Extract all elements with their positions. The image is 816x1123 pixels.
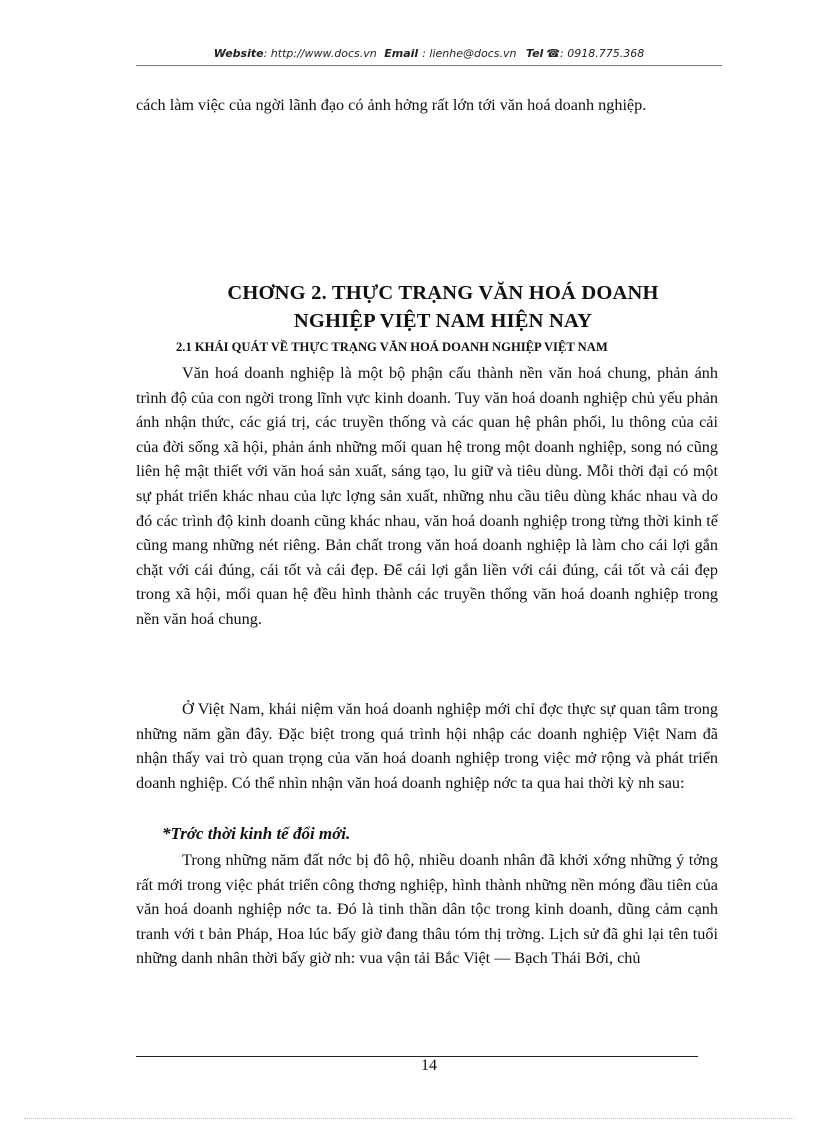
- chapter-title-line1: CHƠNG 2. THỰC TRẠNG VĂN HOÁ DOANH: [227, 282, 659, 304]
- tel-label: Tel: [525, 47, 544, 60]
- body-paragraph-2: Ở Việt Nam, khái niệm văn hoá doanh nghiệp mới chỉ đợc thực sự quan tâm trong những năm gần đây. Đặc biệt trong quá trình hội nhập các doanh nghiệp Việt Nam đã nhận thấy vai trò quan trọng của văn hoá doanh nghiệp trong việc mở rộng và phát triển doanh nghiệp. Có thể nhìn nhận văn hoá doanh nghiệp nớc ta qua hai thời kỳ nh sau:: [136, 700, 718, 792]
- body-paragraph-1: Văn hoá doanh nghiệp là một bộ phận cấu thành nền văn hoá chung, phản ánh trình độ của con ngời trong lĩnh vực kinh doanh. Tuy văn hoá doanh nghiệp chủ yếu phản ánh nhận thức, các giá trị, các truyền thống và các quan hệ phân phối, lu thông của cải của đời sống xã hội, phản ánh những mối quan hệ trong một doanh nghiệp, song nó cũng liên hệ mật thiết với văn hoá sản xuất, sáng tạo, lu giữ và tiêu dùng. Mỗi thời đại có một sự phát triển khác nhau của lực lợng sản xuất, những nhu cầu tiêu dùng khác nhau và do đó các trình độ kinh doanh cũng khác nhau, văn hoá doanh nghiệp trong từng thời kinh tế cũng mang những nét riêng. Bản chất trong văn hoá doanh nghiệp là làm cho cái lợi gắn chặt với cái đúng, cái tốt và cái đẹp. Để cái lợi gắn liền với cái đúng, cái tốt và cái đẹp trong xã hội, mối quan hệ đều hình thành các truyền thống văn hoá doanh nghiệp trong nền văn hoá chung.: [136, 364, 718, 628]
- body-paragraph-3: Trong những năm đất nớc bị đô hộ, nhiều doanh nhân đã khởi xớng những ý tởng rất mới trong việc phát triển công thơng nghiệp, hình thành những nền móng đầu tiên của văn hoá doanh nghiệp nớc ta. Đó là tinh thần dân tộc trong kinh doanh, dũng cảm cạnh tranh với t bản Pháp, Hoa lúc bấy giờ đang thâu tóm thị trờng. Lịch sử đã ghi lại tên tuổi những danh nhân thời bấy giờ nh: vua vận tải Bắc Việt — Bạch Thái Bởi, chủ: [136, 851, 718, 968]
- tel-value: : 0918.775.368: [560, 47, 645, 60]
- page-header: [136, 47, 722, 60]
- bottom-dotted-rule: [24, 1118, 794, 1119]
- website-value: : http://www.docs.vn: [263, 47, 377, 60]
- chapter-title-line2: NGHIỆP VIỆT NAM HIỆN NAY: [293, 310, 593, 332]
- header-rule: [136, 65, 722, 66]
- email-label: Email: [384, 47, 419, 60]
- subheading: *Trớc thời kinh tế đổi mới.: [162, 824, 351, 843]
- phone-icon: ☎: [546, 47, 561, 60]
- email-value: : lienhe@docs.vn: [422, 47, 517, 60]
- section-heading: 2.1 KHÁI QUÁT VỀ THỰC TRẠNG VĂN HOÁ DOANH NGHIỆP VIỆT NAM: [176, 340, 608, 354]
- intro-paragraph: cách làm việc của ngời lãnh đạo có ảnh hởng rất lớn tới văn hoá doanh nghiệp.: [136, 96, 647, 114]
- page-number: 14: [421, 1057, 437, 1074]
- website-label: Website: [213, 47, 264, 60]
